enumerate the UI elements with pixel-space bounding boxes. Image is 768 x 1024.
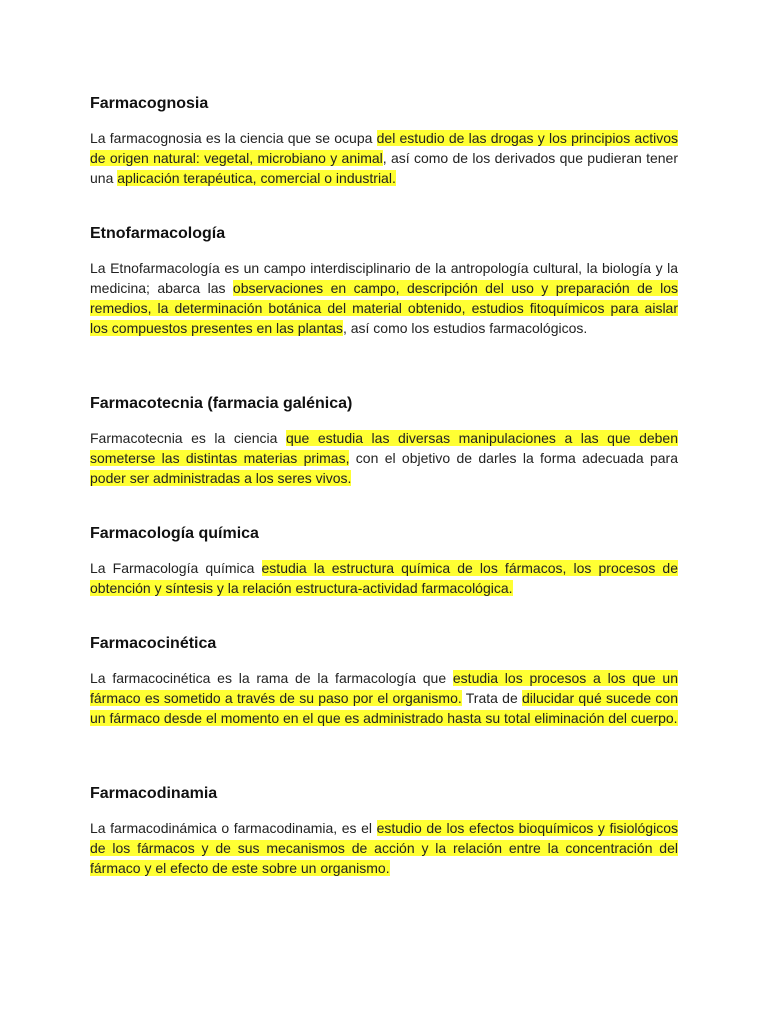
- section-title: Farmacología química: [90, 525, 259, 542]
- highlighted-text: estudia la estructura química de los fármacos, los procesos de obtención y síntesis y la relación estructura-actividad farmacológica.: [90, 560, 678, 596]
- body-text: con el objetivo de darles la forma adecuada para: [349, 450, 678, 466]
- body-text: La farmacognosia es la ciencia que se ocupa: [90, 130, 377, 146]
- section-farmacocinetica: [90, 634, 678, 728]
- section-farmacologia-quimica: [90, 524, 678, 598]
- body-text: , así como los estudios farmacológicos.: [342, 320, 588, 336]
- section-body: [90, 428, 678, 488]
- body-text: La Etnofarmacología es un campo interdisciplinario de la antropología cultural, la biología y la medicina; abarca las: [90, 260, 678, 296]
- section-farmacodinamia: [90, 784, 678, 878]
- body-text: La Farmacología química: [90, 560, 262, 576]
- highlighted-text: estudio de los efectos bioquímicos y fisiológicos de los fármacos y de sus mecanismos de acción y la relación entre la concentración del fármaco y el efecto de este sobre un organismo.: [90, 820, 678, 876]
- section-body: [90, 818, 678, 878]
- section-title: Farmacognosia: [90, 95, 209, 112]
- body-text: La farmacodinámica o farmacodinamia, es el: [90, 820, 377, 836]
- highlighted-text: que estudia las diversas manipulaciones a las que deben someterse las distintas materias primas,: [90, 430, 679, 466]
- section-etnofarmacologia: [90, 224, 678, 338]
- section-body: [90, 558, 678, 598]
- highlighted-text: poder ser administradas a los seres vivos.: [90, 470, 352, 486]
- section-farmacognosia: [90, 94, 678, 188]
- section-title: Farmacocinética: [90, 635, 217, 652]
- section-title: Farmacotecnia (farmacia galénica): [90, 395, 353, 412]
- body-text: Farmacotecnia es la ciencia: [90, 430, 286, 446]
- section-farmacotecnia: [90, 394, 678, 488]
- highlighted-text: del estudio de las drogas y los principios activos de origen natural: vegetal, microbiano y animal: [90, 130, 678, 166]
- highlighted-text: estudia los procesos a los que un fármaco es sometido a través de su paso por el organismo.: [90, 670, 678, 706]
- highlighted-text: aplicación terapéutica, comercial o industrial.: [117, 170, 396, 186]
- section-title: Etnofarmacología: [90, 225, 226, 242]
- section-body: [90, 258, 678, 338]
- body-text: Trata de: [461, 690, 522, 706]
- highlighted-text: dilucidar qué sucede con un fármaco desde el momento en el que es administrado hasta su total eliminación del cuerpo.: [90, 690, 678, 726]
- body-text: La farmacocinética es la rama de la farmacología que: [90, 670, 453, 686]
- section-title: Farmacodinamia: [90, 785, 218, 802]
- section-body: [90, 128, 678, 188]
- highlighted-text: observaciones en campo, descripción del uso y preparación de los remedios, la determinación botánica del material obtenido, estudios fitoquímicos para aislar los compuestos presentes en las plantas: [90, 280, 678, 336]
- body-text: , así como de los derivados que pudieran tener una: [90, 150, 678, 186]
- section-body: [90, 668, 678, 728]
